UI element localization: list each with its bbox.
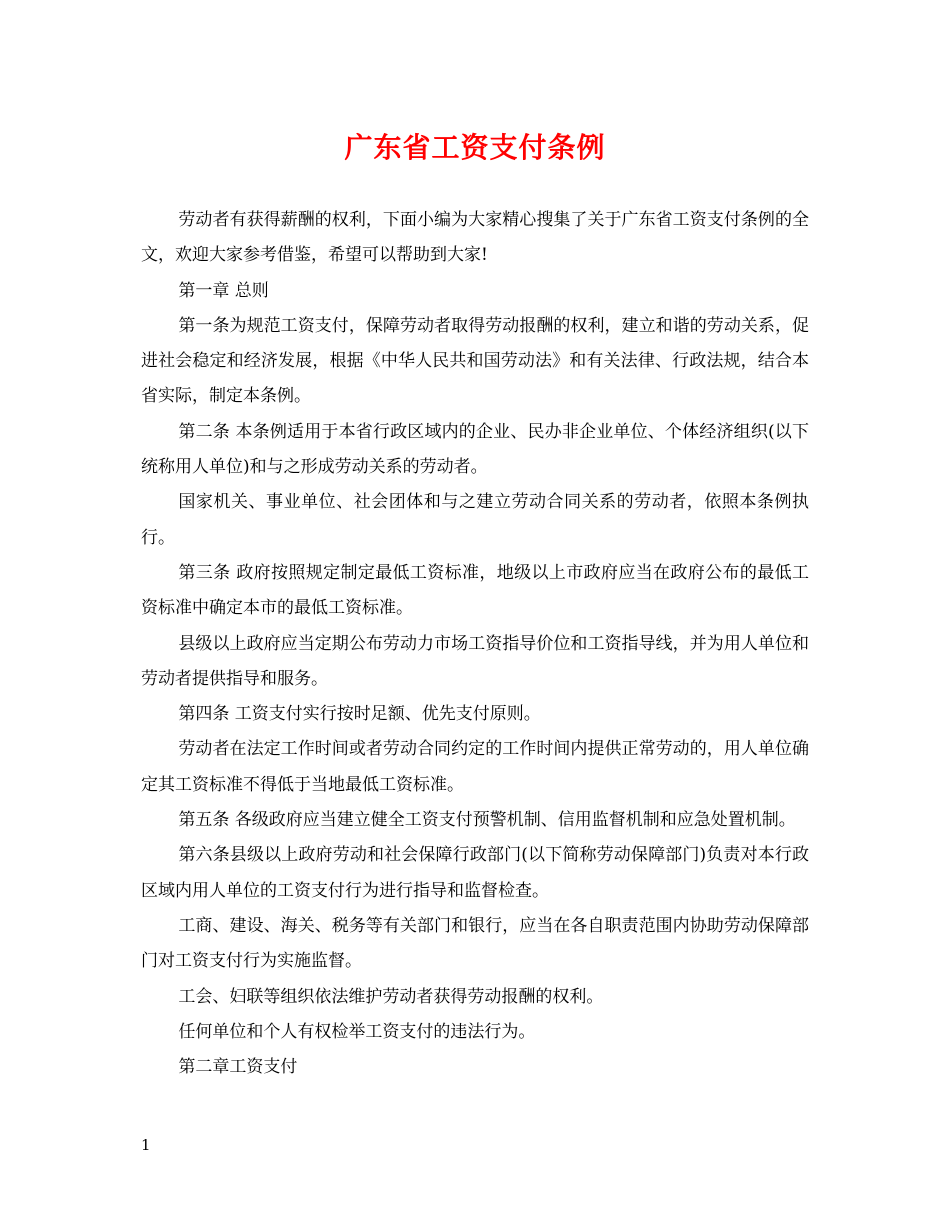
- article-paragraph: 县级以上政府应当定期公布劳动力市场工资指导价位和工资指导线，并为用人单位和劳动者提供指导和服务。: [141, 633, 809, 689]
- article-paragraph: 任何单位和个人有权检举工资支付的违法行为。: [178, 1021, 536, 1042]
- article-paragraph: 第一条为规范工资支付，保障劳动者取得劳动报酬的权利，建立和谐的劳动关系，促进社会稳定和经济发展，根据《中华人民共和国劳动法》和有关法律、行政法规，结合本省实际，制定本条例。: [141, 315, 809, 407]
- article-paragraph: 劳动者在法定工作时间或者劳动合同约定的工作时间内提供正常劳动的，用人单位确定其工资标准不得低于当地最低工资标准。: [141, 739, 809, 795]
- article-paragraph: 国家机关、事业单位、社会团体和与之建立劳动合同关系的劳动者，依照本条例执行。: [141, 492, 809, 548]
- chapter-heading: 第二章工资支付: [178, 1057, 298, 1078]
- article-paragraph: 工商、建设、海关、税务等有关部门和银行，应当在各自职责范围内协助劳动保障部门对工资支付行为实施监督。: [141, 915, 809, 972]
- article-paragraph: 第二条 本条例适用于本省行政区域内的企业、民办非企业单位、个体经济组织(以下统称用人单位)和与之形成劳动关系的劳动者。: [141, 421, 809, 478]
- article-paragraph: 第六条县级以上政府劳动和社会保障行政部门(以下简称劳动保障部门)负责对本行政区域内用人单位的工资支付行为进行指导和监督检查。: [141, 845, 809, 901]
- document-title: 广东省工资支付条例: [344, 131, 606, 164]
- document-body: [141, 203, 809, 1085]
- article-paragraph: 第三条 政府按照规定制定最低工资标准，地级以上市政府应当在政府公布的最低工资标准中确定本市的最低工资标准。: [141, 562, 809, 619]
- chapter-heading: 第一章 总则: [178, 280, 269, 301]
- article-paragraph: 第四条 工资支付实行按时足额、优先支付原则。: [178, 704, 541, 725]
- article-paragraph: 第五条 各级政府应当建立健全工资支付预警机制、信用监督机制和应急处置机制。: [178, 810, 796, 831]
- article-paragraph: 工会、妇联等组织依法维护劳动者获得劳动报酬的权利。: [178, 986, 604, 1007]
- page-number: 1: [141, 1136, 151, 1154]
- intro-paragraph: 劳动者有获得薪酬的权利，下面小编为大家精心搜集了关于广东省工资支付条例的全文，欢迎大家参考借鉴，希望可以帮助到大家!: [141, 210, 809, 266]
